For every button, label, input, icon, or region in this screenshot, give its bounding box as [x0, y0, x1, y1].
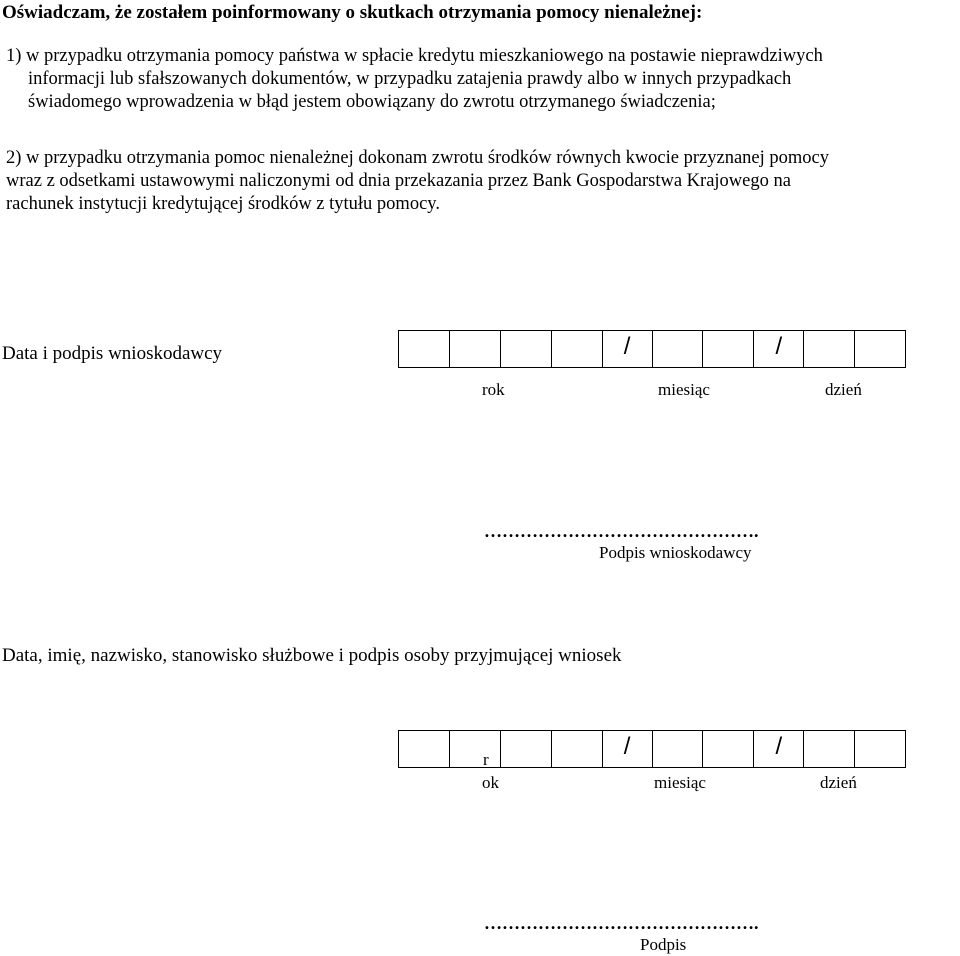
applicant-signature-line: ……………………………………….: [484, 521, 759, 541]
date-separator-cell-1: [603, 331, 653, 367]
year-label-part-1: r: [483, 750, 489, 769]
applicant-date-signature-label: Data i podpis wnioskodawcy: [2, 343, 223, 364]
year-label-part-2: ok: [482, 773, 499, 792]
paragraph-2-line-2: wraz z odsetkami ustawowymi naliczonymi od dnia przekazania przez Bank Gospodarstwa Krajowego na: [6, 171, 791, 191]
paragraph-2: [6, 147, 958, 216]
day-digit-box-2[interactable]: [855, 731, 906, 767]
month-label: miesiąc: [658, 380, 710, 399]
month-label: miesiąc: [654, 773, 706, 792]
month-digit-box-1[interactable]: [653, 731, 704, 767]
paragraph-1-line-1: 1) w przypadku otrzymania pomocy państwa w spłacie kredytu mieszkaniowego na postawie nieprawdziwych: [6, 46, 823, 66]
paragraph-2-line-1: 2) w przypadku otrzymania pomoc nienależnej dokonam zwrotu środków równych kwocie przyznanej pomocy: [6, 148, 829, 168]
date-separator-slash: /: [775, 733, 783, 760]
month-digit-box-1[interactable]: [653, 331, 704, 367]
year-label: rok: [482, 380, 505, 399]
paragraph-1-line-2: informacji lub sfałszowanych dokumentów, w przypadku zatajenia prawdy albo w innych przypadkach: [28, 69, 792, 89]
year-digit-box-4[interactable]: [552, 731, 603, 767]
date-separator-cell-2: [754, 331, 804, 367]
day-digit-box-2[interactable]: [855, 331, 906, 367]
month-digit-box-2[interactable]: [703, 731, 754, 767]
day-label: dzień: [825, 380, 862, 399]
year-digit-box-3[interactable]: [501, 331, 552, 367]
year-digit-box-1[interactable]: [399, 731, 450, 767]
year-digit-box-2[interactable]: [450, 731, 501, 767]
receiver-signature-line: ……………………………………….: [484, 913, 759, 933]
year-digit-box-2[interactable]: [450, 331, 501, 367]
year-digit-box-1[interactable]: [399, 331, 450, 367]
month-digit-box-2[interactable]: [703, 331, 754, 367]
date-separator-slash: /: [623, 733, 631, 760]
date-separator-slash: /: [623, 333, 631, 360]
paragraph-1-line-3: świadomego wprowadzenia w błąd jestem obowiązany do zwrotu otrzymanego świadczenia;: [28, 92, 716, 112]
date-separator-cell-1: [603, 731, 653, 767]
year-digit-box-4[interactable]: [552, 331, 603, 367]
receiver-signature-caption: Podpis: [640, 935, 687, 954]
receiver-details-label: Data, imię, nazwisko, stanowisko służbowe i podpis osoby przyjmującej wniosek: [2, 645, 622, 666]
year-digit-box-3[interactable]: [501, 731, 552, 767]
applicant-date-grid: [398, 330, 906, 368]
paragraph-2-line-3: rachunek instytucji kredytującej środków z tytułu pomocy.: [6, 194, 440, 214]
day-label: dzień: [820, 773, 857, 792]
day-digit-box-1[interactable]: [804, 331, 855, 367]
applicant-signature-caption: Podpis wnioskodawcy: [599, 543, 752, 562]
date-separator-slash: /: [775, 333, 783, 360]
day-digit-box-1[interactable]: [804, 731, 855, 767]
date-separator-cell-2: [754, 731, 804, 767]
declaration-heading: Oświadczam, że zostałem poinformowany o skutkach otrzymania pomocy nienależnej:: [2, 2, 703, 23]
paragraph-1: [6, 45, 958, 114]
receiver-date-grid: [398, 730, 906, 768]
